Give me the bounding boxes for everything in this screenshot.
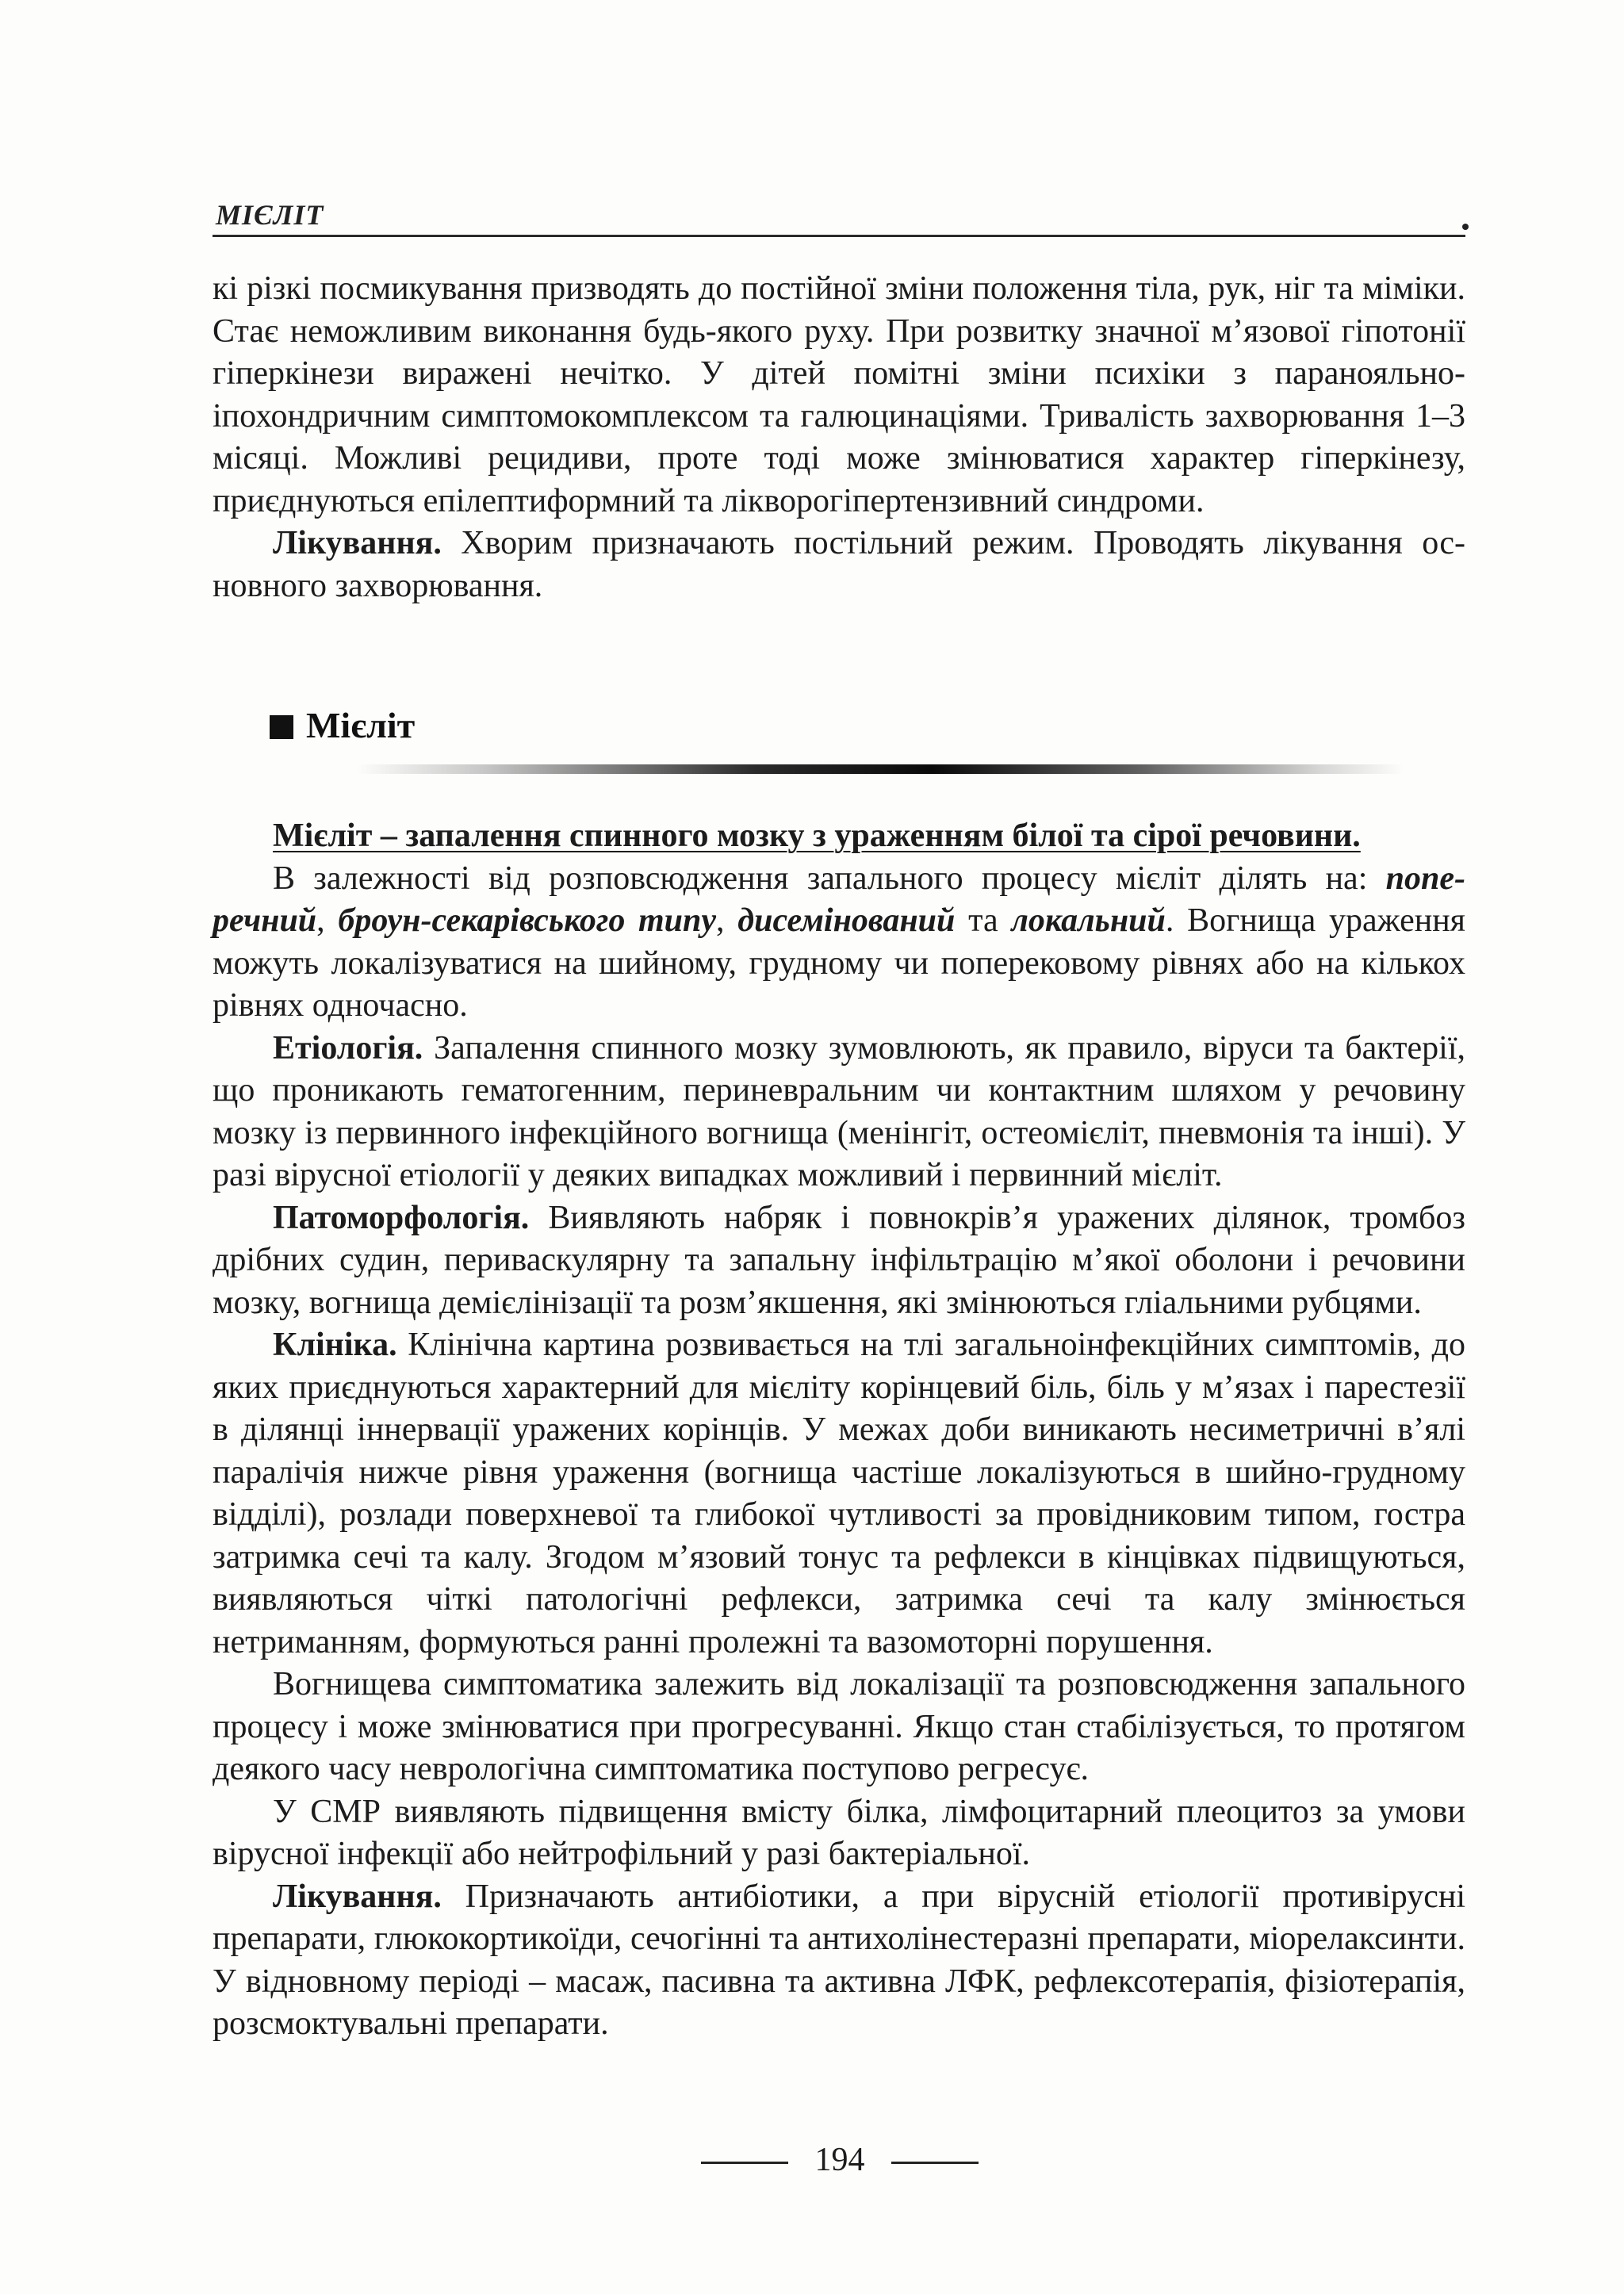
main-text-block [213,815,1465,2046]
term-disseminated: дисемінований [737,902,956,939]
classification-paragraph [213,858,1465,1028]
definition-paragraph: Мієліт – запалення спинного мозку з ураженням білої та сірої речовини. [273,818,1361,854]
etiology-text: Запалення спинного мозку зумовлюють, як правило, віруси та бактерії, що проникають гематогенним, периневральним чи контактним шляхом у речовину мозку із первинного інфекційного вогнища (менінгіт, остеомієліт, пневмонія та інші). У разі вірусної етіології у деяких випадках можливий і первинний мієліт. [213,1029,1465,1193]
section-heading [270,704,1427,776]
section-divider [357,764,1404,774]
term-transverse: поперечний [213,860,1465,939]
term-local: локальний [1011,902,1166,939]
focal-symptoms-paragraph: Вогнищева симптоматика залежить від локалізації та розповсюдження запального процесу і може змінюватися при прогресуванні. Якщо стан стабілізується, то протягом деякого часу неврологічна симптоматика поступово регресує. [213,1666,1465,1787]
classification-sep-3: та [955,902,1012,939]
pathomorphology-label: Патоморфологія. [273,1199,530,1236]
treatment-label-main: Лікування. [273,1878,442,1915]
section-title: Мієліт [306,705,416,745]
classification-sep-1: , [316,902,339,939]
page-number: 194 [814,2142,865,2178]
top-text-block [213,268,1465,607]
footer-rule-right [891,2162,979,2164]
treatment-text: Хворим призначають постільний режим. Проводять лікування основного захворювання. [213,525,1465,604]
treatment-text-main: Призначають антибіотики, а при вірусній етіології противірусні препарати, глюкокортикоїди, сечогінні та антихолінестеразні препарати, міорелаксинти. У відновному періоді – масаж, пасивна та активна ЛФК, рефлексотерапія, фізіотерапія, розсмоктувальні препарати. [213,1878,1465,2042]
clinic-label: Клініка. [273,1327,397,1363]
term-brown-sequard: броун-секарівського типу [338,902,717,939]
clinic-text: Клінічна картина розвивається на тлі загальноінфекційних симптомів, до яких приєднуються характерний для мієліту корінцевий біль, біль у м’язах і парестезії в ділянці іннервації уражених корінців. У межах доби виникають несиметричні в’ялі паралічія нижче рівня ураження (вогнища частіше локалізуються в шийно-грудному відділі), розлади поверхневої та глибокої чутливості за провідниковим типом, гостра затримка сечі та калу. Згодом м’язовий тонус та рефлекси в кінцівках підвищуються, виявляються чіткі патологічні рефлекси, затримка сечі та калу змінюється нетриманням, формуються ранні пролежні та вазомоторні порушення. [213,1327,1465,1660]
classification-sep-2: , [716,902,738,939]
footer-rule-left [701,2162,788,2164]
treatment-paragraph-main [213,1876,1465,2046]
running-head-dot [1462,224,1469,230]
running-head [213,198,1465,237]
treatment-paragraph-top [213,523,1465,607]
pathomorphology-text: Виявляють набряк і повнокрів’я уражених ділянок, тромбоз дрібних судин, периваскулярну та запальну інфільтрацію м’якої оболони і речовини мозку, вогнища демієлінізації та розм’якшення, які змінюються гліальними рубцями. [213,1199,1465,1321]
classification-lead: В залежності від розповсюдження запального процесу мієліт ділять на: [273,860,1386,897]
running-head-title: МІЄЛІТ [216,199,324,231]
continued-paragraph: кі різкі посмикування призводять до постійної зміни положення тіла, рук, ніг та міміки. Стає неможливим виконання будь-якого руху. При розвитку значної м’язової гіпотонії гіперкінези виражені нечітко. У дітей помітні зміни психіки з паранояльно-іпохондричним симптомокомплексом та галюцинаціями. Тривалість захворювання 1–3 місяці. Можливі рецидиви, проте тоді може змінюватися характер гіперкінезу, приєднуються епілептиформний та лікворогіпертензивний синдроми. [213,270,1465,519]
section-square-icon [270,715,293,739]
etiology-label: Етіологія. [273,1029,423,1067]
csf-paragraph: У СМР виявляють підвищення вмісту білка, лімфоцитарний плеоцитоз за умови вірусної інфекції або нейтрофільний у разі бактеріальної. [213,1793,1465,1872]
treatment-label: Лікування. [273,525,442,561]
page-footer [0,2135,1624,2182]
classification-tail: . Вогнища ураження можуть локалізуватися на шийному, грудному чи поперековому рівнях або на кількох рівнях одночасно. [213,902,1465,1024]
etiology-paragraph [213,1028,1465,1197]
pathomorphology-paragraph [213,1197,1465,1325]
clinic-paragraph [213,1324,1465,1664]
